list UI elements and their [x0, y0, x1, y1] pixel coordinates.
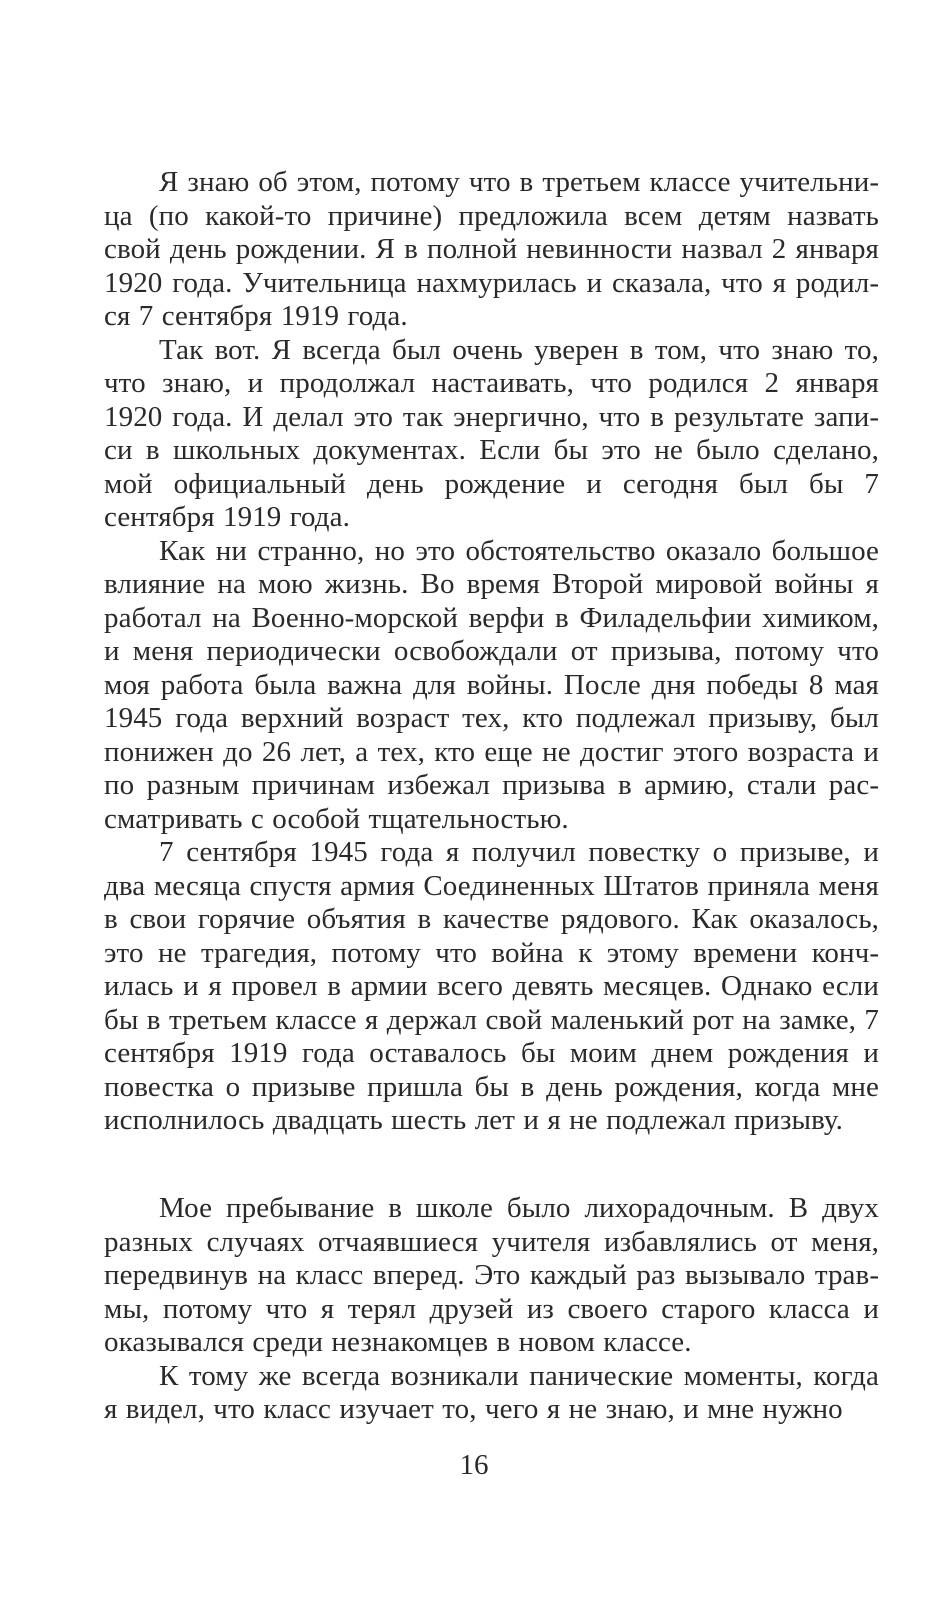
paragraph: К тому же всегда возникали панические моменты, когда я видел, что класс изучает то, чего я не знаю, и мне нужно — [104, 1359, 879, 1425]
paragraph: Так вот. Я всегда был очень уверен в том, что знаю то, что знаю, и продолжал настаивать, что родился 2 января 1920 года. И делал это так энергично, что в результате записи в школьных документах. Если бы это не было сделано, мой официальный день рождение и сегодня был бы 7 сентября 1919 года. — [104, 333, 879, 533]
text-section-two — [104, 1192, 879, 1427]
paragraph: Как ни странно, но это обстоятельство оказало большое влияние на мою жизнь. Во время Второй мировой войны я работал на Военно-морской верфи в Филадельфии химиком, и меня периодически освобождали от призыва, потому что моя работа была важна для войны. После дня победы 8 мая 1945 года верхний возраст тех, кто подлежал призыву, был понижен до 26 лет, а тех, кто еще не достиг этого возраста и по разным причинам избежал призыва в армию, стали рассматривать с особой тщательностью. — [104, 534, 879, 835]
paragraph: 7 сентября 1945 года я получил повестку о призыве, и два месяца спустя армия Соединенных Штатов приняла меня в свои горячие объятия в качестве рядового. Как оказалось, это не трагедия, потому что война к этому времени кончилась и я провел в армии всего девять месяцев. Однако если бы в третьем классе я держал свой маленький рот на замке, 7 сентября 1919 года оставалось бы моим днем рождения и повестка о призыве пришла бы в день рождения, когда мне исполнилось двадцать шесть лет и я не подлежал призыву. — [104, 836, 879, 1136]
page-number: 16 — [459, 1449, 489, 1481]
paragraph: Я знаю об этом, потому что в третьем классе учительница (по какой-то причине) предложила всем детям назвать свой день рождении. Я в полной невинности назвал 2 января 1920 года. Учительница нахмурилась и сказала, что я родился 7 сентября 1919 года. — [104, 166, 879, 332]
text-section-one — [104, 166, 879, 1138]
paragraph: Мое пребывание в школе было лихорадочным. В двух разных случаях отчаявшиеся учителя избавлялись от меня, передвинув на класс вперед. Это каждый раз вызывало травмы, потому что я терял друзей из своего старого класса и оказывался среди незнакомцев в новом классе. — [104, 1192, 879, 1358]
